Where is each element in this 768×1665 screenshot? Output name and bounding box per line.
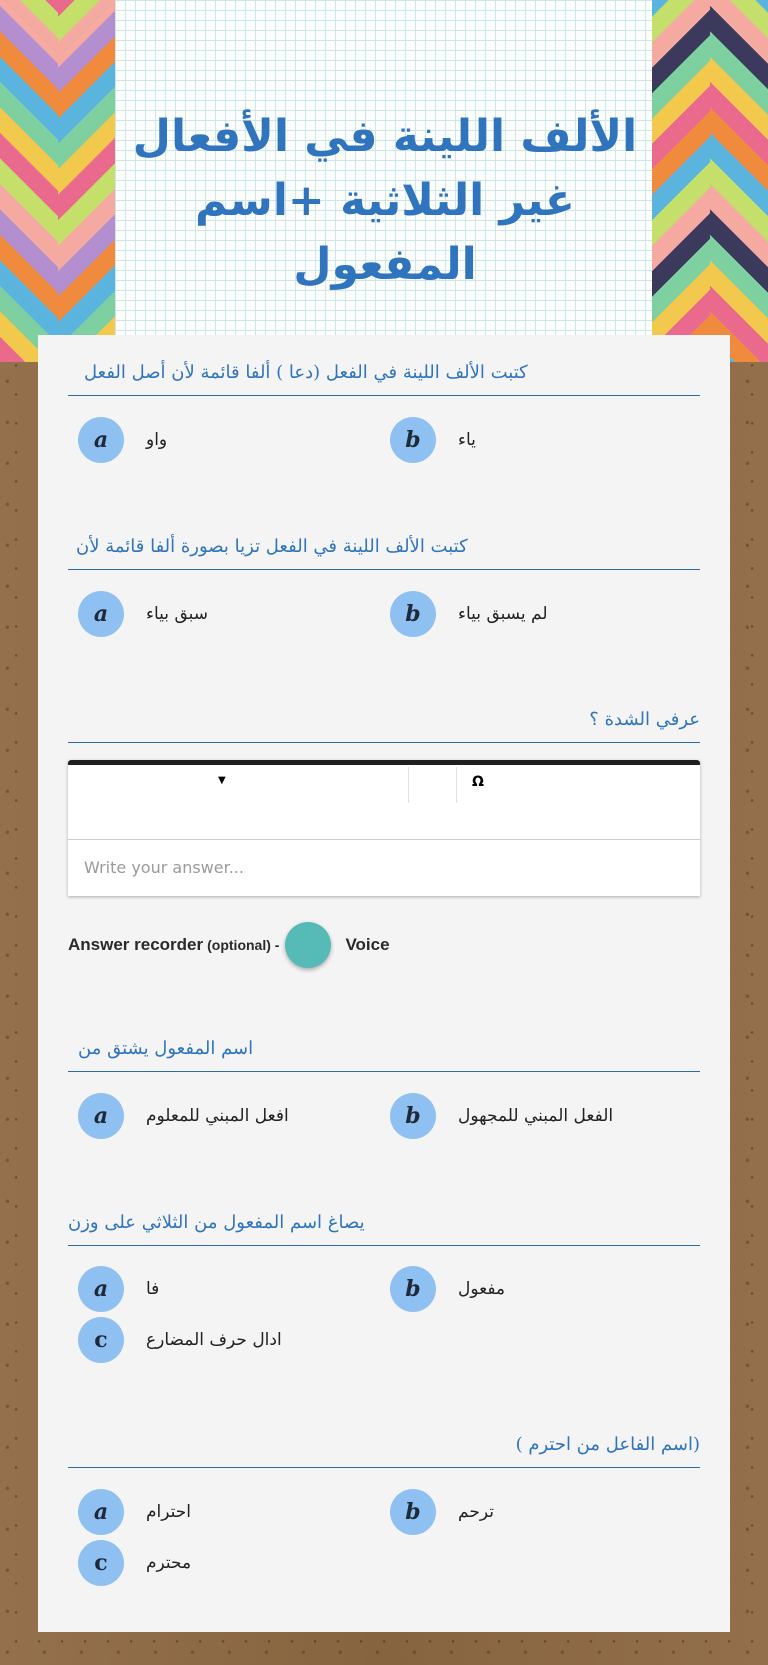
option-letter: a [78,1489,124,1535]
dropdown-caret-icon[interactable]: ▼ [218,775,226,786]
option-text: واو [146,430,168,450]
question-3 [68,706,700,743]
question-6 [68,1431,700,1468]
divider [68,1467,700,1468]
option-text: مفعول [458,1279,506,1299]
option-c[interactable] [78,1540,191,1586]
option-letter: a [78,1266,124,1312]
option-text: احترام [146,1502,191,1522]
worksheet-title: الألف اللينة في الأفعال غير الثلاثية +اسم المفعول [132,111,638,290]
question-text: عرفي الشدة ؟ [589,709,700,730]
chevron-decoration-right-outer [710,0,768,362]
option-text: محترم [146,1553,192,1573]
option-letter: b [390,1489,436,1535]
option-text: فا [146,1279,160,1299]
option-c[interactable] [78,1317,282,1363]
question-2 [68,533,700,570]
voice-label: Voice [345,935,390,954]
worksheet-card [38,335,730,1632]
option-a[interactable] [78,417,167,463]
divider [68,742,700,743]
recorder-optional: (optional) - [207,937,280,953]
question-text: كتبت الألف اللينة في الفعل (دعا ) ألفا قائمة لأن أصل الفعل [84,362,528,383]
divider [68,1245,700,1246]
question-1 [68,359,700,396]
editor-toolbar [68,765,700,840]
option-a[interactable] [78,1093,289,1139]
option-a[interactable] [78,1266,159,1312]
option-a[interactable] [78,591,208,637]
option-b[interactable] [390,1093,613,1139]
header-banner [0,0,768,362]
option-text: افعل المبني للمعلوم [146,1106,289,1126]
divider [68,395,700,396]
option-text: لم يسبق بياء [458,604,548,624]
option-letter: b [390,1266,436,1312]
option-letter: a [78,417,124,463]
question-5 [68,1209,700,1246]
option-letter: c [78,1317,124,1363]
question-text: اسم المفعول يشتق من [78,1038,254,1059]
divider [68,1071,700,1072]
option-b[interactable] [390,1489,494,1535]
option-letter: a [78,591,124,637]
option-b[interactable] [390,1266,505,1312]
option-text: ترحم [458,1502,494,1522]
answer-editor [68,760,700,896]
option-text: ادال حرف المضارع [146,1330,282,1350]
option-letter: a [78,1093,124,1139]
question-text: كتبت الألف اللينة في الفعل تزيا بصورة ألفا قائمة لأن [76,536,468,557]
option-b[interactable] [390,591,548,637]
option-text: سبق بياء [146,604,208,624]
divider [68,569,700,570]
answer-input[interactable]: Write your answer... [84,858,244,877]
option-b[interactable] [390,417,476,463]
option-text: الفعل المبني للمجهول [458,1106,614,1126]
question-4 [68,1035,700,1072]
option-text: ياء [458,430,476,450]
chevron-decoration-left [0,0,62,362]
option-a[interactable] [78,1489,191,1535]
option-letter: b [390,1093,436,1139]
answer-recorder [68,922,390,968]
special-character-omega-button[interactable]: Ω [472,774,484,790]
option-letter: c [78,1540,124,1586]
toolbar-separator [408,767,409,803]
voice-record-button[interactable] [285,922,331,968]
question-text: يصاغ اسم المفعول من الثلاثي على وزن [68,1212,365,1233]
toolbar-separator [456,767,457,803]
recorder-label: Answer recorder [68,935,204,954]
option-letter: b [390,591,436,637]
question-text: (اسم الفاعل من احترم ) [515,1434,700,1455]
option-letter: b [390,417,436,463]
